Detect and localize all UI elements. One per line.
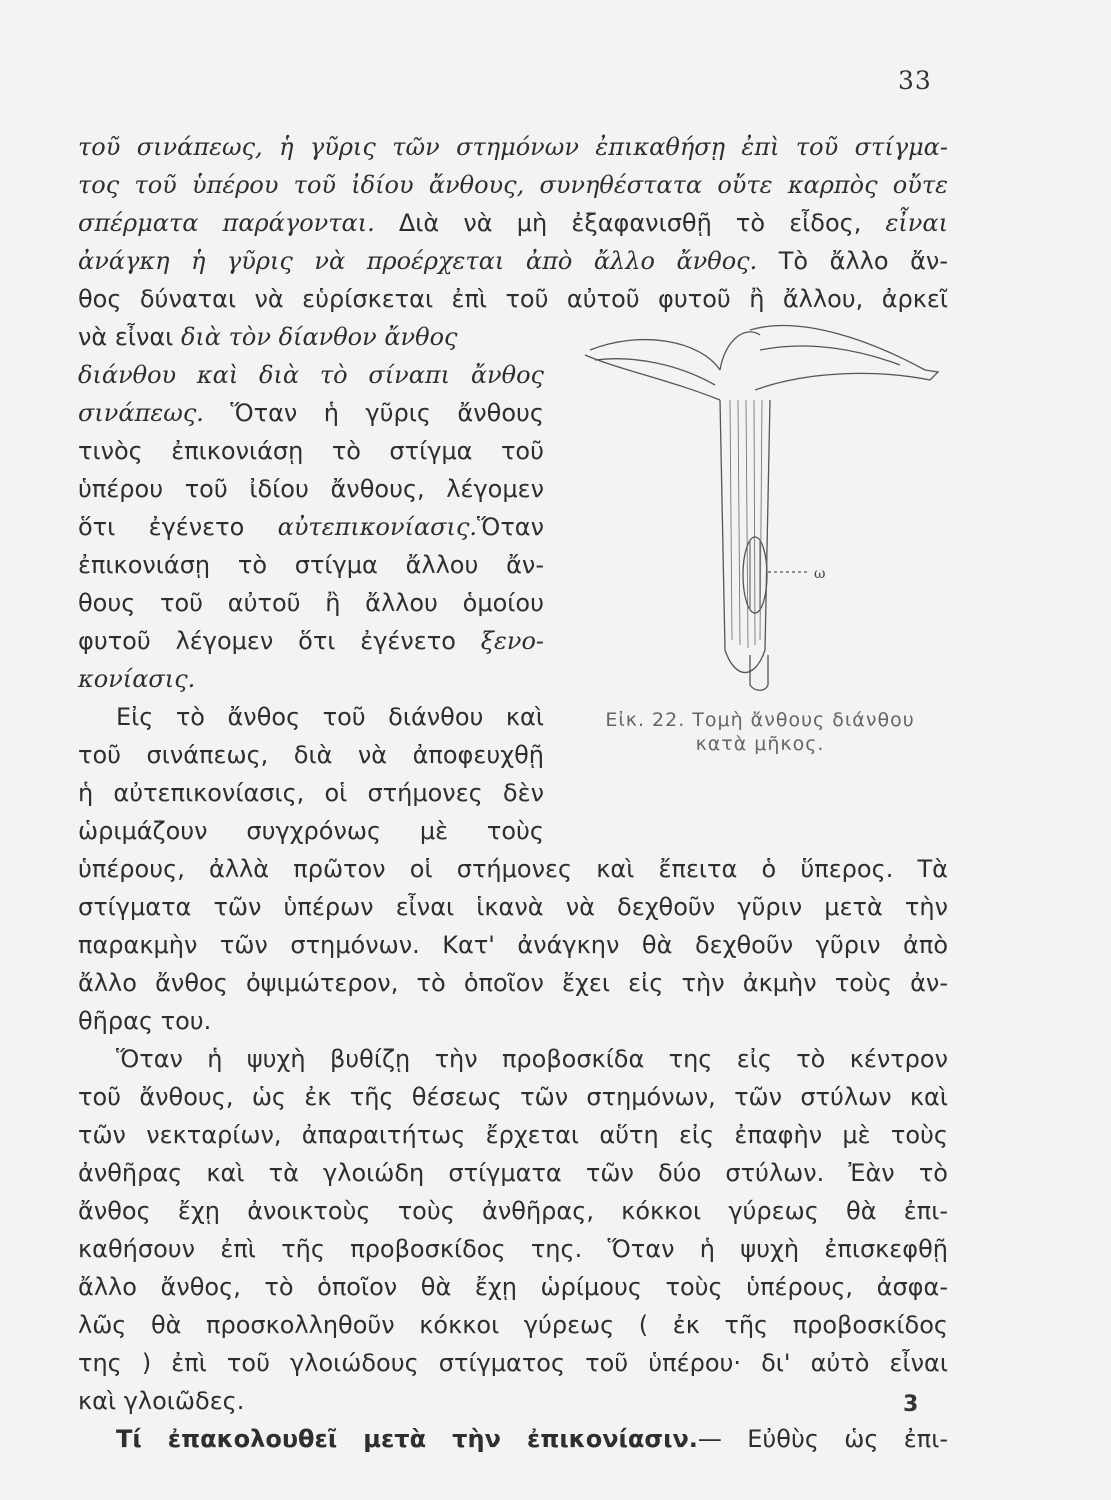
- text-line: [78, 1078, 948, 1116]
- text-span: ξενο-: [480, 627, 544, 655]
- text-span: ἄλλο ἄνθος, τὸ ὁποῖον θὰ ἔχῃ ὡρίμους τοὺς ὑπέρους, ἀσφα-: [78, 1273, 948, 1301]
- text-line: [78, 964, 948, 1002]
- text-line: [78, 1116, 948, 1154]
- text-span: τοῦ ἄνθους, ὡς ἐκ τῆς θέσεως τῶν στημόνων, τῶν στύλων καὶ: [78, 1083, 948, 1111]
- text-line: [78, 584, 544, 622]
- text-span: τῶν νεκταρίων, ἀπαραιτήτως ἔρχεται αὕτη εἰς ἐπαφὴν μὲ τοὺς: [78, 1121, 948, 1149]
- caption-line: Εἰκ. 22. Τομὴ ἄνθους διάνθου: [605, 709, 915, 731]
- flower-section-illustration: [560, 310, 940, 700]
- text-span: ἐπικονιάσῃ τὸ στίγμα ἄλλου ἄν-: [78, 551, 544, 579]
- text-line: [78, 432, 544, 470]
- petal-right-lower: [755, 373, 930, 390]
- text-span: Τὸ ἄλλο ἄν-: [757, 247, 948, 275]
- text-span: τος τοῦ ὑπέρου τοῦ ἰδίου ἄνθους, συνηθέστατα οὔτε καρπὸς οὔτε: [78, 171, 948, 199]
- text-line: [78, 1040, 948, 1078]
- text-span: παρακμὴν τῶν στημόνων. Κατ' ἀνάγκην θὰ δεχθοῦν γῦριν ἀπὸ: [78, 931, 948, 959]
- text-line: [78, 698, 544, 736]
- figure-caption: [580, 708, 940, 756]
- text-line: [78, 1382, 948, 1420]
- text-span: τοῦ σινάπεως, διὰ νὰ ἀποφευχθῇ: [78, 741, 544, 769]
- text-line: [78, 888, 948, 926]
- text-span: Εἰς τὸ ἄνθος τοῦ διάνθου καὶ: [116, 703, 544, 731]
- text-line: [78, 242, 948, 280]
- text-line: [78, 850, 948, 888]
- text-span: — Εὐθὺς ὡς ἐπι-: [697, 1425, 948, 1453]
- text-line: [78, 1344, 948, 1382]
- text-line: [78, 1192, 948, 1230]
- text-span: ἡ αὐτεπικονίασις, οἱ στήμονες δὲν: [78, 779, 544, 807]
- text-span: τοῦ σινάπεως, ἡ γῦρις τῶν στημόνων ἐπικαθήσῃ ἐπὶ τοῦ στίγμα-: [78, 133, 948, 161]
- text-span: στίγματα τῶν ὑπέρων εἶναι ἱκανὰ νὰ δεχθοῦν γῦριν μετὰ τὴν: [78, 893, 948, 921]
- petal-right-tip: [925, 370, 938, 380]
- text-span: θος δύναται νὰ εὑρίσκεται ἐπὶ τοῦ αὐτοῦ φυτοῦ ἢ ἄλλου, ἀρκεῖ: [78, 285, 948, 313]
- text-line: [78, 1306, 948, 1344]
- petal-left-outline: [590, 340, 720, 370]
- text-line: [78, 622, 544, 660]
- text-line: [78, 394, 544, 432]
- text-span: νὰ εἶναι: [78, 323, 181, 351]
- text-span: σινάπεως.: [78, 399, 204, 427]
- text-span: ὑπέρους, ἀλλὰ πρῶτον οἱ στήμονες καὶ ἔπειτα ὁ ὕπερος. Τὰ: [78, 855, 948, 883]
- text-span: θους τοῦ αὐτοῦ ἢ ἄλλου ὁμοίου: [78, 589, 544, 617]
- text-line: [78, 204, 948, 242]
- text-span: ὅτι ἐγένετο: [78, 513, 278, 541]
- petal-center: [720, 332, 760, 370]
- text-line: [78, 1154, 948, 1192]
- text-span: της ) ἐπὶ τοῦ γλοιώδους στίγματος τοῦ ὑπέρου· δι' αὐτὸ εἶναι: [78, 1349, 948, 1377]
- petal-left-vein: [595, 359, 715, 385]
- text-line: [78, 660, 544, 698]
- calyx-tube: [720, 400, 770, 673]
- text-line: [78, 508, 544, 546]
- text-line: [78, 318, 544, 356]
- text-span: διὰ τὸν δίανθον ἄνθος: [180, 323, 458, 351]
- text-line: [78, 926, 948, 964]
- flower-section-figure: [560, 310, 940, 700]
- text-span: Διὰ νὰ μὴ ἐξαφανισθῇ τὸ εἶδος,: [374, 209, 886, 237]
- section-heading: Τί ἐπακολουθεῖ μετὰ τὴν ἐπικονίασιν.: [116, 1425, 698, 1453]
- text-span: ὡριμάζουν συγχρόνως μὲ τοὺς: [78, 817, 544, 845]
- text-span: Ὅταν ἡ ψυχὴ βυθίζῃ τὴν προβοσκίδα της εἰς τὸ κέντρον: [116, 1045, 948, 1073]
- figure-label-omega: ω: [814, 566, 826, 582]
- pedicel: [750, 655, 768, 690]
- flower-drawing: [585, 326, 938, 691]
- text-line: [78, 812, 544, 850]
- text-line: [78, 546, 544, 584]
- text-line: [78, 356, 544, 394]
- text-span: καθήσουν ἐπὶ τῆς προβοσκίδος της. Ὅταν ἡ ψυχὴ ἐπισκεφθῇ: [78, 1235, 948, 1263]
- text-span: εἶναι: [885, 209, 948, 237]
- text-span: φυτοῦ λέγομεν ὅτι ἐγένετο: [78, 627, 481, 655]
- text-span: ἀνθῆρας καὶ τὰ γλοιώδη στίγματα τῶν δύο στύλων. Ἐὰν τὸ: [78, 1159, 948, 1187]
- page-number-top: 33: [898, 66, 932, 95]
- petal-right-vein: [760, 346, 900, 365]
- page-number-bottom: 3: [903, 1392, 919, 1417]
- text-line: [78, 1002, 948, 1040]
- text-line: [78, 1268, 948, 1306]
- text-line: [78, 736, 544, 774]
- text-span: κονίασις.: [78, 665, 196, 693]
- text-span: αὐτεπικονίασις.: [277, 513, 478, 541]
- text-span: διάνθου καὶ διὰ τὸ σίναπι ἄνθος: [78, 361, 544, 389]
- text-span: ἄνθος ἔχῃ ἀνοικτοὺς τοὺς ἀνθῆρας, κόκκοι γύρεως θὰ ἐπι-: [78, 1197, 948, 1225]
- caption-line: κατὰ μῆκος.: [695, 733, 825, 755]
- text-line: [78, 128, 948, 166]
- text-span: ἀνάγκη ἡ γῦρις νὰ προέρχεται ἀπὸ ἄλλο ἄνθος.: [78, 247, 758, 275]
- section-heading-line: [78, 1420, 948, 1458]
- text-span: Ὅταν: [477, 513, 544, 541]
- text-span: ὑπέρου τοῦ ἰδίου ἄνθους, λέγομεν: [78, 475, 544, 503]
- calyx-lines: [730, 400, 762, 648]
- text-span: τινὸς ἐπικονιάσῃ τὸ στίγμα τοῦ: [78, 437, 544, 465]
- text-line: [78, 1230, 948, 1268]
- text-span: καὶ γλοιῶδες.: [78, 1387, 245, 1415]
- text-span: λῶς θὰ προσκολληθοῦν κόκκοι γύρεως ( ἐκ τῆς προβοσκίδος: [78, 1311, 948, 1339]
- text-line: [78, 470, 544, 508]
- text-line: [78, 166, 948, 204]
- text-span: ἄλλο ἄνθος ὀψιμώτερον, τὸ ὁποῖον ἔχει εἰς τὴν ἀκμὴν τοὺς ἀν-: [78, 969, 948, 997]
- text-line: [78, 774, 544, 812]
- text-span: θῆρας του.: [78, 1007, 212, 1035]
- text-span: σπέρματα παράγονται.: [78, 209, 375, 237]
- text-span: Ὅταν ἡ γῦρις ἄνθους: [203, 399, 544, 427]
